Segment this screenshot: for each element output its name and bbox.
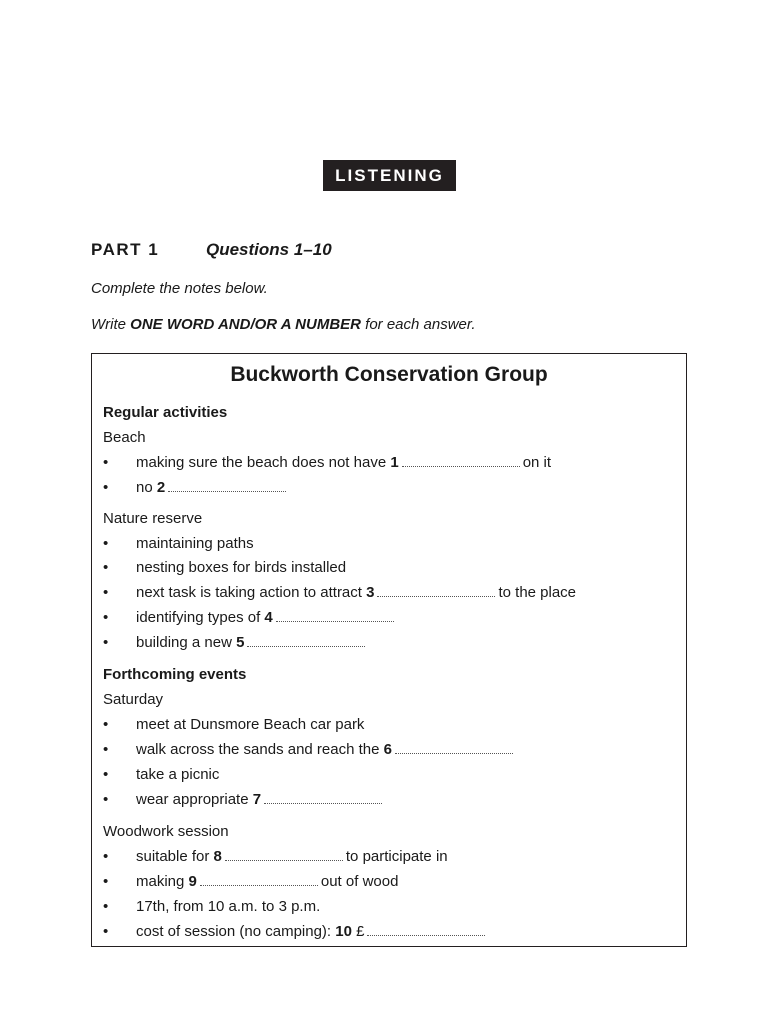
beach-item [136, 479, 289, 496]
question-number: 2 [156, 479, 166, 496]
woodwork-item [136, 898, 320, 915]
question-number: 5 [236, 634, 245, 651]
answer-blank-5[interactable] [247, 645, 365, 647]
woodwork-item [136, 873, 398, 890]
item-text-after: on it [522, 454, 552, 471]
bullet-icon: • [103, 479, 109, 496]
answer-blank-9[interactable] [200, 884, 318, 886]
item-text: making [136, 873, 189, 890]
part-label: PART 1 [91, 240, 160, 259]
answer-blank-2[interactable] [168, 490, 286, 492]
bullet-icon: • [103, 559, 109, 576]
bullet-icon: • [103, 535, 109, 552]
bullet-icon: • [103, 741, 109, 758]
item-text: no [136, 479, 157, 496]
reserve-item [136, 535, 254, 552]
bullet-icon: • [103, 791, 109, 808]
saturday-item [136, 741, 516, 758]
item-text: wear appropriate [136, 791, 253, 808]
reserve-item [136, 609, 397, 626]
bullet-icon: • [103, 634, 109, 651]
item-text: cost of session (no camping): [136, 923, 336, 940]
question-number: 10 [335, 923, 352, 940]
beach-label: Beach [103, 429, 146, 446]
beach-item [136, 454, 551, 471]
woodwork-item [136, 923, 488, 940]
bullet-icon: • [103, 584, 109, 601]
item-text: meet at Dunsmore Beach car park [136, 716, 365, 733]
bullet-icon: • [103, 766, 109, 783]
reserve-item [136, 559, 346, 576]
question-number: 3 [366, 584, 375, 601]
question-number: 1 [390, 454, 399, 471]
instruction-line-1: Complete the notes below. [91, 280, 268, 297]
answer-blank-6[interactable] [395, 752, 513, 754]
currency-symbol: £ [351, 923, 365, 940]
question-number: 6 [383, 741, 392, 758]
part-heading [91, 240, 332, 260]
bullet-icon: • [103, 873, 109, 890]
item-text-after: to participate in [345, 848, 448, 865]
woodwork-item [136, 848, 448, 865]
bullet-icon: • [103, 716, 109, 733]
questions-range: Questions 1–10 [206, 240, 332, 259]
bullet-icon: • [103, 848, 109, 865]
answer-blank-10[interactable] [367, 934, 485, 936]
question-number: 8 [213, 848, 222, 865]
item-text: walk across the sands and reach the [136, 741, 384, 758]
instruction-line-2: Write ONE WORD AND/OR A NUMBER for each answer. [91, 316, 476, 333]
reserve-item [136, 584, 576, 601]
section-badge: LISTENING [323, 160, 456, 191]
answer-blank-1[interactable] [402, 465, 520, 467]
reserve-item [136, 634, 368, 651]
question-number: 7 [252, 791, 262, 808]
item-text: 17th, from 10 a.m. to 3 p.m. [136, 898, 321, 915]
answer-blank-7[interactable] [264, 802, 382, 804]
nature-reserve-label: Nature reserve [103, 510, 203, 527]
bullet-icon: • [103, 923, 109, 940]
forthcoming-events-heading: Forthcoming events [103, 666, 247, 683]
item-text: next task is taking action to attract [136, 584, 367, 601]
item-text: nesting boxes for birds installed [136, 559, 347, 576]
saturday-item [136, 766, 219, 783]
regular-activities-heading: Regular activities [103, 404, 228, 421]
question-number: 4 [264, 609, 273, 626]
notes-box [91, 353, 687, 947]
item-text: identifying types of [136, 609, 265, 626]
answer-blank-8[interactable] [225, 859, 343, 861]
item-text: take a picnic [136, 766, 220, 783]
bullet-icon: • [103, 898, 109, 915]
item-text: maintaining paths [136, 535, 254, 552]
woodwork-label: Woodwork session [103, 823, 229, 840]
saturday-item [136, 716, 364, 733]
bullet-icon: • [103, 609, 109, 626]
word-limit: ONE WORD AND/OR A NUMBER [130, 316, 361, 333]
answer-blank-3[interactable] [377, 595, 495, 597]
notes-title: Buckworth Conservation Group [230, 363, 548, 386]
item-text-after: out of wood [320, 873, 399, 890]
saturday-item [136, 791, 385, 808]
item-text: suitable for [136, 848, 214, 865]
saturday-label: Saturday [103, 691, 164, 708]
bullet-icon: • [103, 454, 109, 471]
item-text: building a new [136, 634, 237, 651]
item-text: making sure the beach does not have [136, 454, 391, 471]
item-text-after: to the place [498, 584, 577, 601]
question-number: 9 [188, 873, 197, 890]
answer-blank-4[interactable] [276, 620, 394, 622]
